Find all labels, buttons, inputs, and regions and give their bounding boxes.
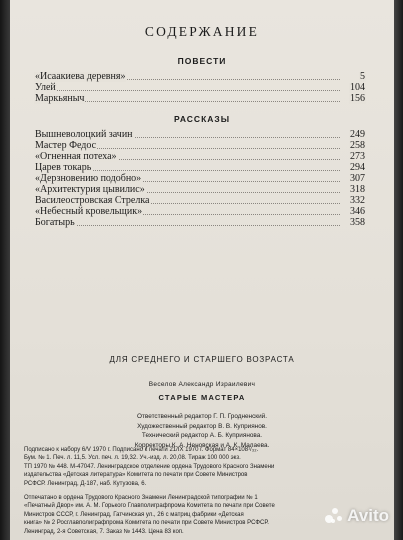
toc-item-title: Маркьяныч [35, 93, 85, 104]
toc-item [34, 141, 366, 151]
toc-item [34, 218, 366, 228]
book-title: СТАРЫЕ МАСТЕРА [158, 393, 246, 402]
toc-item-page: 332 [350, 195, 365, 206]
toc-item-title: Мастер Федос [35, 140, 97, 151]
toc-item-page: 249 [350, 129, 365, 140]
toc-item-page: 294 [350, 162, 365, 173]
dot-leader [34, 90, 340, 91]
book-edge-left [0, 0, 10, 540]
avito-logo-icon [325, 507, 343, 525]
credits-block [10, 412, 394, 450]
avito-watermark [325, 506, 389, 526]
author-name: Веселов Александр Израилевич [148, 381, 256, 388]
printing-line: «Печатный Двор» им. А. М. Горького Главполиграфпрома Комитета по печати при Совете [24, 503, 275, 510]
toc-item [34, 72, 366, 82]
imprint-line: РСФСР. Ленинград, Д-187, наб. Кутузова, 6. [24, 480, 147, 487]
toc-item-title: «Дерзновению подобно» [35, 173, 142, 184]
imprint-line: издательства «Детская литература» Комитета по печати при Совете Министров [24, 472, 248, 479]
toc-item-page: 307 [350, 173, 365, 184]
toc-item-page: 258 [350, 140, 365, 151]
credit-line: Корректоры К. А. Неновская и А. К. Малаева. [134, 441, 270, 449]
toc-item-page: 318 [350, 184, 365, 195]
toc-item-page: 346 [350, 206, 365, 217]
toc-item [34, 130, 366, 140]
toc-item-title: Царев токарь [35, 162, 92, 173]
toc-item-page: 358 [350, 217, 365, 228]
toc-item-title: «Небесный кровельщик» [35, 206, 143, 217]
toc-item-title: «Архитектурия цывилис» [35, 184, 145, 195]
audience-note: ДЛЯ СРЕДНЕГО И СТАРШЕГО ВОЗРАСТА [109, 355, 295, 364]
printing-line: Ленинград, 2-я Советская, 7. Заказ № 1443. Цена 83 коп. [24, 528, 184, 535]
toc-item-page: 156 [350, 93, 365, 104]
avito-wordmark: Avito [347, 506, 389, 525]
printing-line: книга» № 2 Росглавполиграфпрома Комитета по печати при Совете Министров РСФСР. [24, 520, 269, 527]
toc-item [34, 174, 366, 184]
toc-item-title: «Исаакиева деревня» [35, 71, 126, 82]
printing-line: Отпечатано в ордена Трудового Красного Знамени Ленинградской типографии № 1 [24, 495, 258, 501]
book-page [10, 0, 394, 540]
credit-line: Технический редактор А. Б. Куприянова. [141, 432, 263, 439]
section-heading-rasskazy: РАССКАЗЫ [173, 114, 231, 124]
dot-leader [34, 225, 340, 226]
toc-item-title: Василеостровская Стрелка [35, 195, 150, 206]
section-heading-povesti: ПОВЕСТИ [177, 56, 227, 66]
toc-item [34, 207, 366, 217]
imprint-line: Бум. № 1. Печ. л. 11,5. Усл. печ. л. 19,32. Уч.-изд. л. 20,08. Тираж 100 000 экз. [24, 455, 241, 462]
printing-line: Министров СССР, г. Ленинград, Гатчинская ул., 26 с матриц фабрики «Детская [24, 511, 244, 518]
credit-line: Ответственный редактор Г. П. Гродненский. [137, 413, 267, 420]
toc-item-page: 273 [350, 151, 365, 162]
toc-item-page: 5 [360, 71, 365, 82]
toc-item [34, 152, 366, 162]
toc-item [34, 83, 366, 93]
toc-item-title: Улей [35, 82, 56, 93]
toc-item-title: «Огненная потеха» [35, 151, 117, 162]
imprint-block [24, 446, 380, 488]
toc-item [34, 196, 366, 206]
toc-item [34, 185, 366, 195]
toc-item [34, 94, 366, 104]
book-edge-right [394, 0, 403, 540]
toc-item-title: Богатырь [35, 217, 75, 228]
toc-item-page: 104 [350, 82, 365, 93]
imprint-line: Подписано к набору 6/V 1970 г. Подписано к печати 21/IX 1970 г. Формат 84×108¹/₃₂. [24, 447, 259, 453]
credit-line: Художественный редактор В. В. Куприянов. [137, 422, 267, 430]
imprint-line: ТП 1970 № 448. М-47047. Ленинградское отделение ордена Трудового Красного Знамени [24, 463, 275, 470]
toc-item-title: Вышневолоцкий зачин [35, 129, 133, 140]
page-title: СОДЕРЖАНИЕ [144, 24, 260, 39]
toc-item [34, 163, 366, 173]
